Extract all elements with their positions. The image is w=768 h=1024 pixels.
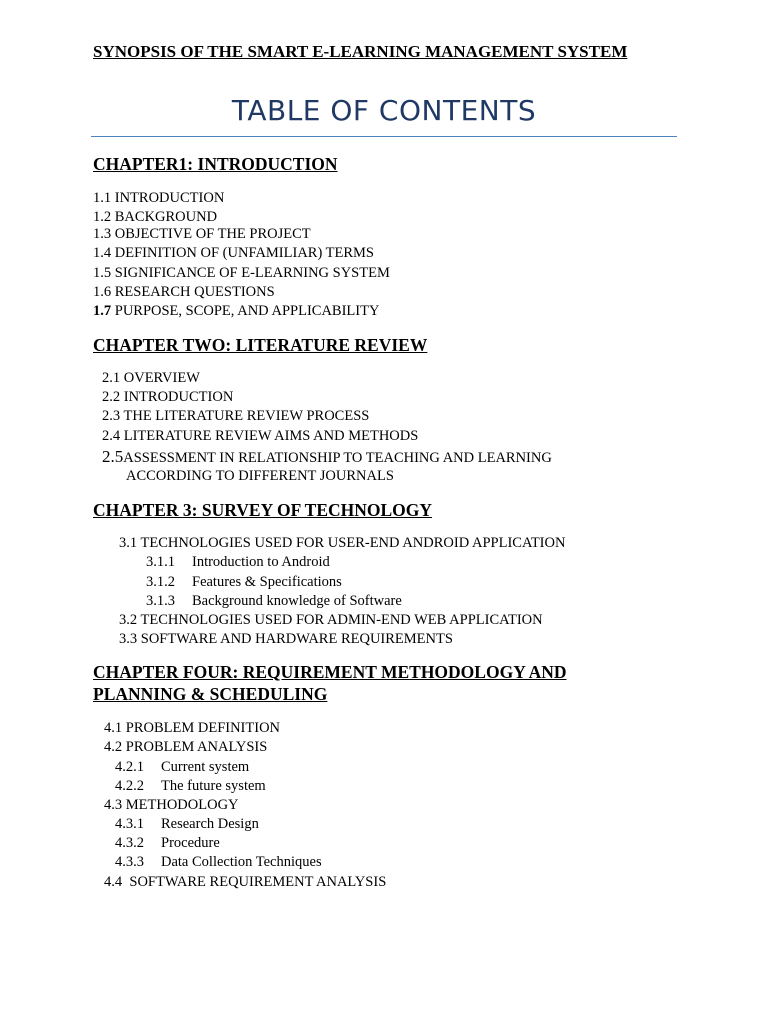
document-title: SYNOPSIS OF THE SMART E-LEARNING MANAGEMENT SYSTEM xyxy=(93,42,628,61)
toc-entry-1-7 xyxy=(93,302,379,320)
toc-entry-text: THE LITERATURE REVIEW PROCESS xyxy=(123,408,370,424)
toc-entry-number: 3.1.1 xyxy=(146,554,175,570)
toc-entry-number: 4.1 xyxy=(104,720,123,736)
toc-entry-text: METHODOLOGY xyxy=(125,797,239,813)
toc-entry-number: 3.3 xyxy=(119,631,138,647)
toc-entry-number: 1.2 xyxy=(93,209,112,225)
toc-entry-3-1-2 xyxy=(146,573,342,591)
toc-entry-number: 3.1.2 xyxy=(146,574,175,590)
toc-entry-4-3-3 xyxy=(115,853,322,871)
toc-entry-3-2 xyxy=(119,611,543,629)
toc-entry-number: 4.3.3 xyxy=(115,854,144,870)
toc-entry-number: 4.3 xyxy=(104,797,123,813)
toc-entry-text: LITERATURE REVIEW AIMS AND METHODS xyxy=(123,428,419,444)
toc-entry-number: 2.2 xyxy=(102,389,121,405)
toc-entry-number: 2.5 xyxy=(102,447,124,466)
toc-entry-text: Background knowledge of Software xyxy=(192,593,402,609)
toc-entry-1-6 xyxy=(93,283,275,301)
toc-entry-text: The future system xyxy=(161,778,266,794)
heading-divider xyxy=(91,136,677,137)
toc-entry-3-3 xyxy=(119,630,453,648)
toc-entry-number: 1.4 xyxy=(93,245,112,261)
toc-entry-text: SIGNIFICANCE OF E-LEARNING SYSTEM xyxy=(114,265,390,281)
toc-entry-number: 3.1.3 xyxy=(146,593,175,609)
toc-entry-2-4 xyxy=(102,427,418,445)
toc-entry-3-1 xyxy=(119,534,565,552)
toc-entry-text: PROBLEM ANALYSIS xyxy=(125,739,268,755)
toc-entry-number: 4.3.1 xyxy=(115,816,144,832)
toc-entry-2-3 xyxy=(102,407,369,425)
toc-entry-number: 3.2 xyxy=(119,612,138,628)
toc-entry-text: Introduction to Android xyxy=(192,554,330,570)
toc-entry-text: PURPOSE, SCOPE, AND APPLICABILITY xyxy=(114,303,380,319)
toc-entry-number: 4.2 xyxy=(104,739,123,755)
toc-entry-4-2-2 xyxy=(115,777,266,795)
chapter-4-heading-line-1: CHAPTER FOUR: REQUIREMENT METHODOLOGY AND xyxy=(93,662,567,682)
toc-entry-text: PROBLEM DEFINITION xyxy=(125,720,281,736)
toc-entry-2-2 xyxy=(102,388,233,406)
toc-entry-text: Procedure xyxy=(161,835,220,851)
toc-entry-text: Features & Specifications xyxy=(192,574,342,590)
toc-entry-text: OVERVIEW xyxy=(123,370,200,386)
toc-entry-number: 3.1 xyxy=(119,535,138,551)
toc-heading: TABLE OF CONTENTS xyxy=(231,94,537,127)
toc-entry-text: ACCORDING TO DIFFERENT JOURNALS xyxy=(126,468,394,484)
toc-entry-number: 4.4 xyxy=(104,874,123,890)
toc-entry-number: 4.3.2 xyxy=(115,835,144,851)
toc-entry-number: 1.5 xyxy=(93,265,112,281)
toc-entry-number: 1.6 xyxy=(93,284,112,300)
toc-entry-text: Research Design xyxy=(161,816,259,832)
toc-entry-1-1 xyxy=(93,189,224,207)
toc-entry-2-1 xyxy=(102,369,200,387)
toc-entry-number: 2.1 xyxy=(102,370,121,386)
toc-entry-1-2 xyxy=(93,208,217,226)
toc-entry-text: SOFTWARE AND HARDWARE REQUIREMENTS xyxy=(140,631,453,647)
toc-entry-4-1 xyxy=(104,719,280,737)
toc-entry-text: Current system xyxy=(161,759,250,775)
toc-entry-number: 4.2.2 xyxy=(115,778,144,794)
chapter-3-heading: CHAPTER 3: SURVEY OF TECHNOLOGY xyxy=(93,500,433,520)
toc-entry-text: TECHNOLOGIES USED FOR ADMIN-END WEB APPLICATION xyxy=(140,612,543,628)
toc-entry-number: 1.1 xyxy=(93,190,112,206)
toc-entry-text: INTRODUCTION xyxy=(123,389,234,405)
toc-entry-text: Data Collection Techniques xyxy=(161,854,322,870)
chapter-1-heading: CHAPTER1: INTRODUCTION xyxy=(93,154,338,174)
toc-entry-number: 1.7 xyxy=(93,303,112,319)
toc-entry-number: 1.3 xyxy=(93,226,112,242)
toc-entry-text: BACKGROUND xyxy=(114,209,218,225)
toc-entry-number: 2.3 xyxy=(102,408,121,424)
toc-entry-1-4 xyxy=(93,244,374,262)
chapter-4-heading-line-2: PLANNING & SCHEDULING xyxy=(93,684,328,704)
toc-entry-text: OBJECTIVE OF THE PROJECT xyxy=(114,226,311,242)
toc-entry-number: 2.4 xyxy=(102,428,121,444)
toc-entry-text: SOFTWARE REQUIREMENT ANALYSIS xyxy=(129,874,387,890)
toc-entry-text: ASSESSMENT IN RELATIONSHIP TO TEACHING AND LEARNING xyxy=(123,450,552,466)
toc-entry-3-1-1 xyxy=(146,553,330,571)
toc-entry-1-3 xyxy=(93,225,311,243)
toc-entry-4-3-2 xyxy=(115,834,220,852)
toc-entry-4-3-1 xyxy=(115,815,259,833)
toc-entry-text: INTRODUCTION xyxy=(114,190,225,206)
toc-entry-number: 4.2.1 xyxy=(115,759,144,775)
chapter-2-heading: CHAPTER TWO: LITERATURE REVIEW xyxy=(93,335,428,355)
toc-entry-text: DEFINITION OF (UNFAMILIAR) TERMS xyxy=(114,245,375,261)
toc-entry-1-5 xyxy=(93,264,390,282)
toc-entry-text: RESEARCH QUESTIONS xyxy=(114,284,275,300)
toc-entry-2-5-continued xyxy=(126,467,394,485)
toc-entry-2-5 xyxy=(102,448,552,467)
toc-entry-4-3 xyxy=(104,796,239,814)
toc-entry-4-4 xyxy=(104,873,386,891)
toc-entry-text: TECHNOLOGIES USED FOR USER-END ANDROID APPLICATION xyxy=(140,535,566,551)
toc-entry-3-1-3 xyxy=(146,592,402,610)
toc-entry-4-2-1 xyxy=(115,758,249,776)
toc-entry-4-2 xyxy=(104,738,267,756)
